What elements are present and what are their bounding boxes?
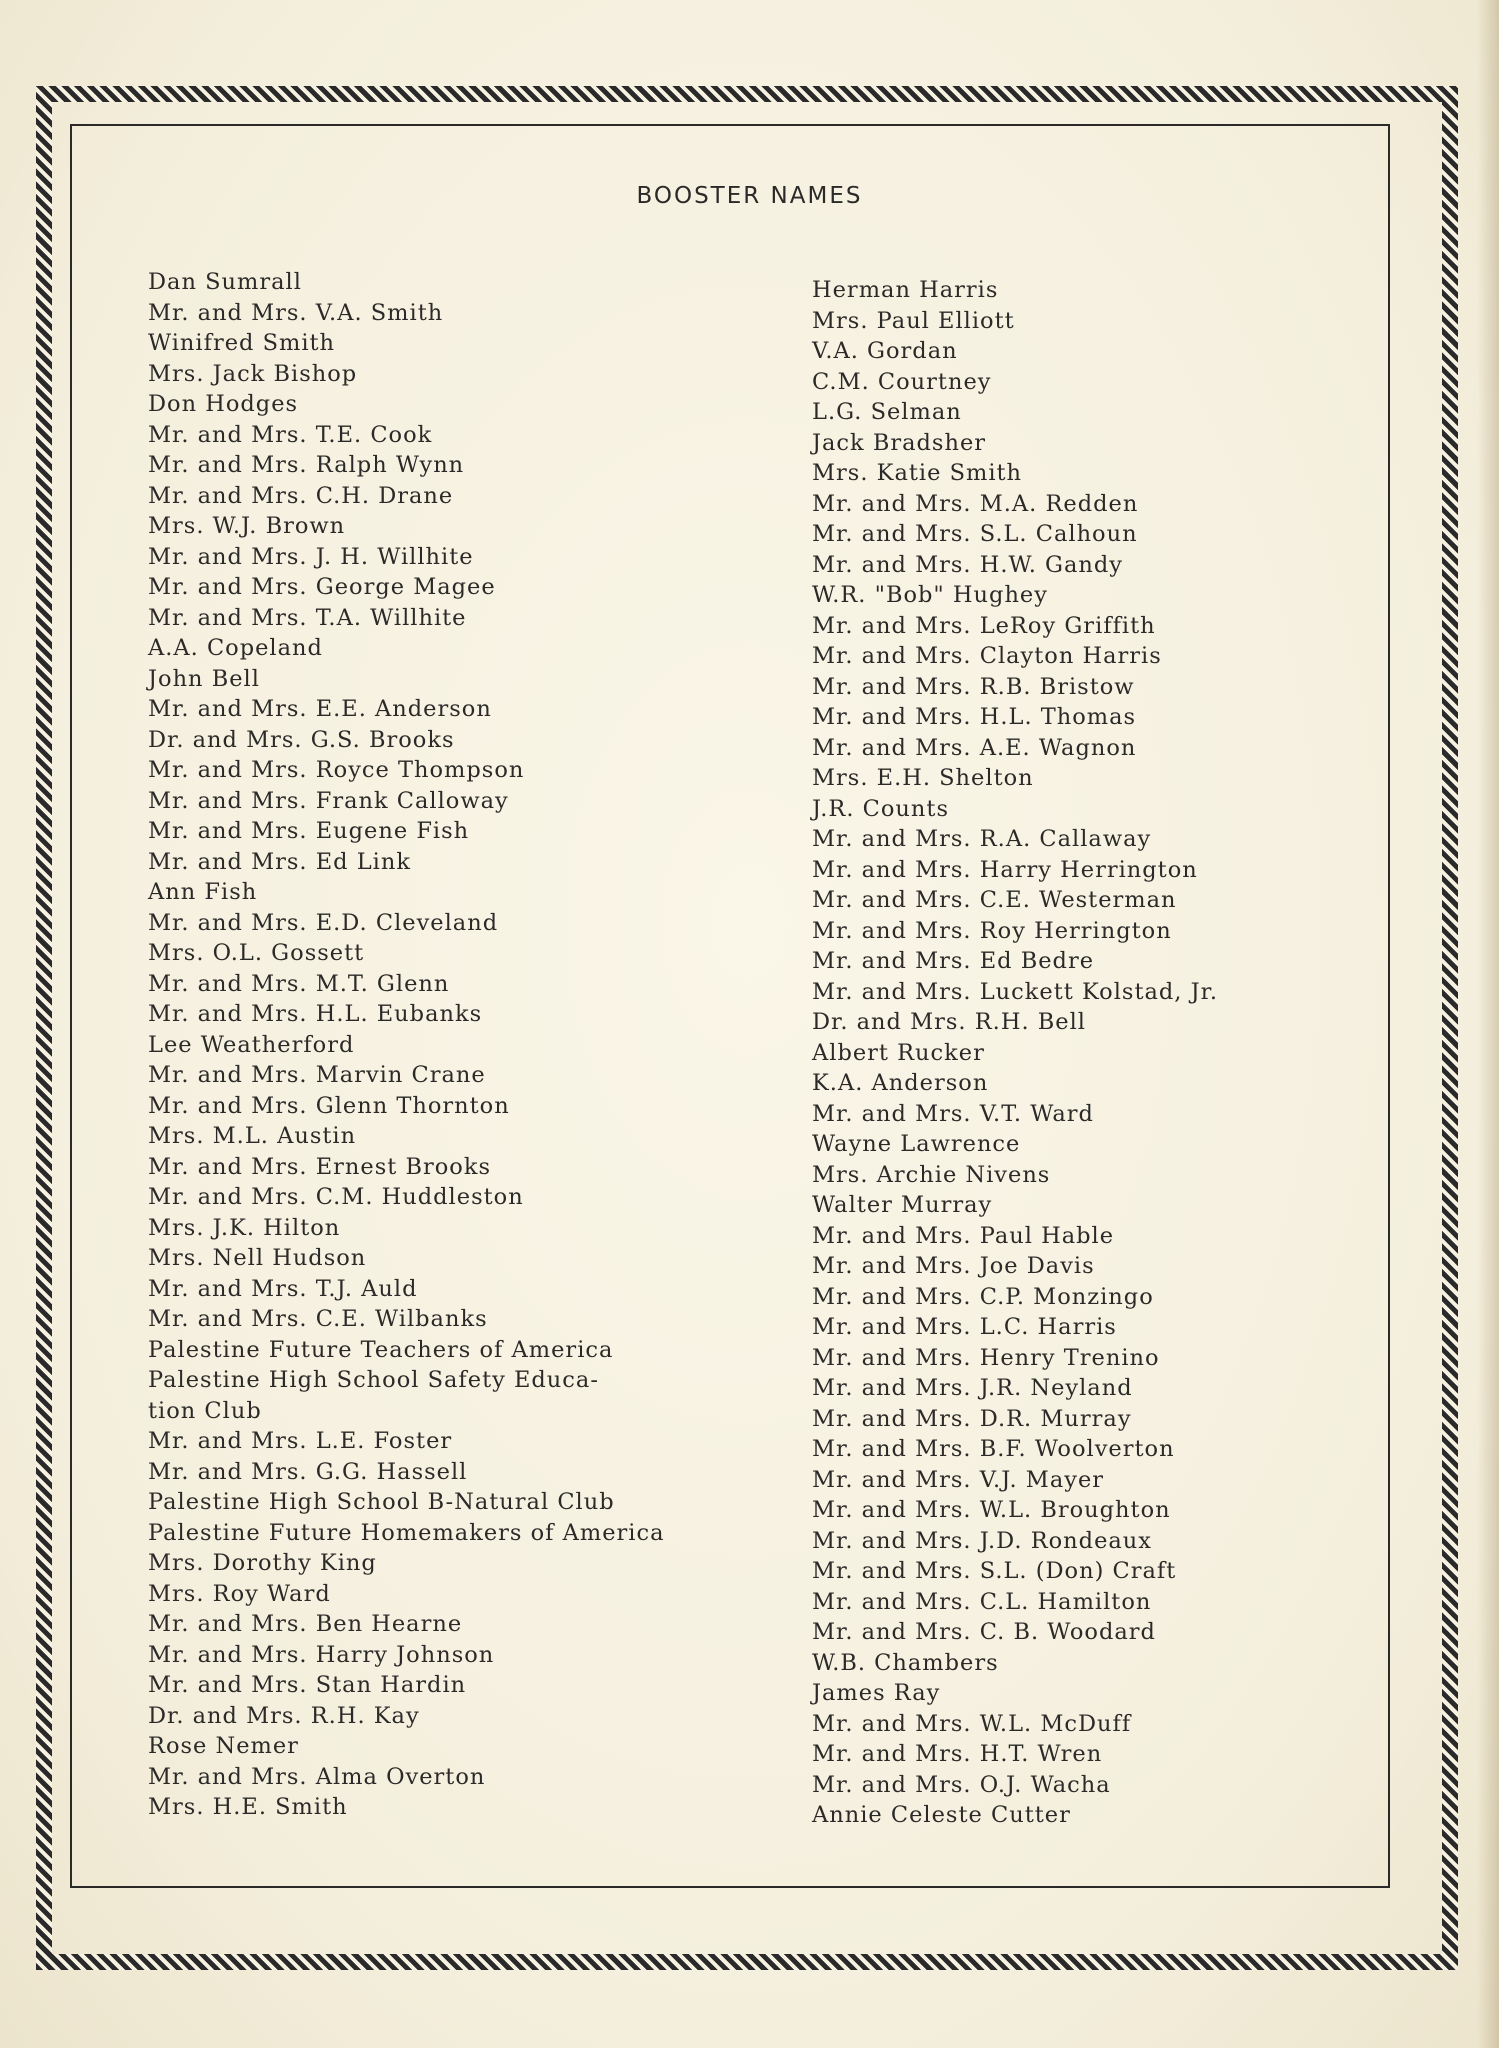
booster-name-entry: Annie Celeste Cutter [812,1802,1071,1828]
booster-name-entry: Dr. and Mrs. R.H. Kay [148,1702,420,1729]
booster-name-entry: Mr. and Mrs. Ed Bedre [812,948,1095,974]
booster-name-entry: Winifred Smith [148,330,336,356]
booster-name-entry: Mr. and Mrs. Stan Hardin [148,1672,467,1698]
booster-name-entry: Mr. and Mrs. Ed Link [148,848,411,875]
booster-name-entry: Mrs. E.H. Shelton [812,765,1034,791]
booster-names-left-column [148,267,748,1823]
booster-name-entry: Mr. and Mrs. C.E. Wilbanks [148,1306,488,1332]
booster-name-entry: Mrs. W.J. Brown [148,513,346,539]
booster-name-entry: Mrs. Paul Elliott [812,307,1015,334]
booster-name-entry: Mr. and Mrs. B.F. Woolverton [812,1436,1175,1462]
booster-name-entry: Mr. and Mrs. J.R. Neyland [812,1375,1133,1401]
booster-name-entry: Palestine High School Safety Educa- [148,1367,599,1393]
booster-name-entry: Mr. and Mrs. George Magee [148,574,496,600]
booster-name-entry: Don Hodges [148,391,299,417]
booster-name-entry: Mr. and Mrs. Clayton Harris [812,643,1162,669]
booster-name-entry: James Ray [812,1680,941,1706]
booster-name-entry: Mr. and Mrs. Glenn Thornton [148,1092,510,1119]
booster-name-entry: Mrs. Archie Nivens [812,1161,1051,1188]
booster-name-entry: Albert Rucker [812,1039,985,1066]
booster-name-entry: Mr. and Mrs. Marvin Crane [148,1062,486,1088]
booster-name-entry: Mrs. H.E. Smith [148,1794,348,1820]
booster-name-entry: Mr. and Mrs. D.R. Murray [812,1405,1132,1432]
booster-name-entry: Mr. and Mrs. C.M. Huddleston [148,1184,524,1210]
booster-name-entry: J.R. Counts [812,795,950,822]
booster-name-entry: Mr. and Mrs. V.A. Smith [148,299,444,326]
booster-name-entry: Herman Harris [812,277,999,303]
booster-name-entry: Mr. and Mrs. Roy Herrington [812,917,1172,944]
booster-name-entry: tion Club [148,1397,262,1424]
booster-name-entry: Mr. and Mrs. E.E. Anderson [148,696,492,722]
page-title: BOOSTER NAMES [636,183,863,209]
booster-name-entry: Mrs. Roy Ward [148,1580,331,1607]
booster-name-entry: Mr. and Mrs. L.E. Foster [148,1428,453,1454]
booster-name-entry: Mr. and Mrs. Ben Hearne [148,1611,463,1637]
booster-name-entry: Mr. and Mrs. R.A. Callaway [812,826,1152,852]
booster-names-right-column [812,275,1452,1831]
booster-name-entry: Mr. and Mrs. H.L. Thomas [812,704,1137,730]
booster-name-entry: Mr. and Mrs. W.L. McDuff [812,1710,1132,1737]
booster-name-entry: Jack Bradsher [812,429,987,456]
booster-name-entry: Mr. and Mrs. H.T. Wren [812,1741,1103,1767]
booster-name-entry: W.R. "Bob" Hughey [812,582,1048,608]
booster-name-entry: Mr. and Mrs. O.J. Wacha [812,1771,1111,1798]
booster-name-entry: Mr. and Mrs. LeRoy Griffith [812,612,1156,639]
booster-name-entry: Mr. and Mrs. T.A. Willhite [148,604,467,631]
booster-name-entry: Mrs. Katie Smith [812,460,1023,486]
booster-name-entry: Mr. and Mrs. C.P. Monzingo [812,1283,1154,1310]
booster-name-entry: V.A. Gordan [812,338,958,364]
booster-name-entry: L.G. Selman [812,399,962,425]
booster-name-entry: Rose Nemer [148,1733,299,1759]
booster-name-entry: Mrs. J.K. Hilton [148,1214,341,1241]
booster-name-entry: Mr. and Mrs. C.E. Westerman [812,887,1177,913]
booster-name-entry: Mr. and Mrs. T.J. Auld [148,1275,418,1302]
booster-name-entry: Dr. and Mrs. R.H. Bell [812,1009,1086,1035]
booster-name-entry: Palestine Future Homemakers of America [148,1519,665,1546]
booster-name-entry: Wayne Lawrence [812,1131,1021,1157]
booster-name-entry: Mr. and Mrs. Ralph Wynn [148,452,465,478]
booster-name-entry: A.A. Copeland [148,635,323,661]
booster-name-entry: Mr. and Mrs. Eugene Fish [148,818,470,844]
booster-name-entry: Mrs. M.L. Austin [148,1123,357,1149]
booster-name-entry: Mr. and Mrs. S.L. Calhoun [812,521,1138,547]
booster-name-entry: Mr. and Mrs. Alma Overton [148,1763,486,1790]
booster-name-entry: Mr. and Mrs. Frank Calloway [148,787,509,814]
booster-name-entry: Mr. and Mrs. T.E. Cook [148,421,433,448]
booster-name-entry: Mr. and Mrs. E.D. Cleveland [148,909,499,936]
booster-name-entry: Mr. and Mrs. S.L. (Don) Craft [812,1558,1177,1584]
page-edge-shading [1477,0,1499,2048]
booster-name-entry: Mr. and Mrs. C.H. Drane [148,482,454,509]
booster-name-entry: Walter Murray [812,1192,993,1218]
booster-name-entry: Mr. and Mrs. Joe Davis [812,1253,1095,1279]
booster-name-entry: Mr. and Mrs. M.T. Glenn [148,970,450,997]
booster-name-entry: Mr. and Mrs. A.E. Wagnon [812,734,1137,761]
booster-name-entry: Mr. and Mrs. V.T. Ward [812,1100,1094,1127]
booster-name-entry: Ann Fish [148,879,258,905]
booster-name-entry: Mr. and Mrs. H.W. Gandy [812,551,1123,578]
booster-name-entry: Mr. and Mrs. R.B. Bristow [812,673,1135,700]
booster-name-entry: Mr. and Mrs. H.L. Eubanks [148,1001,483,1027]
booster-name-entry: Mr. and Mrs. M.A. Redden [812,490,1139,517]
booster-name-entry: K.A. Anderson [812,1070,989,1096]
booster-name-entry: Mrs. O.L. Gossett [148,940,365,966]
booster-name-entry: Mrs. Nell Hudson [148,1245,367,1271]
booster-name-entry: Mr. and Mrs. Luckett Kolstad, Jr. [812,978,1219,1005]
booster-name-entry: Mr. and Mrs. W.L. Broughton [812,1497,1171,1523]
booster-name-entry: Dr. and Mrs. G.S. Brooks [148,726,455,753]
booster-name-entry: Mr. and Mrs. C.L. Hamilton [812,1588,1152,1615]
booster-name-entry: Mr. and Mrs. Harry Herrington [812,856,1198,883]
booster-name-entry: Mr. and Mrs. Paul Hable [812,1222,1115,1249]
booster-name-entry: Lee Weatherford [148,1031,355,1058]
booster-name-entry: Mr. and Mrs. Harry Johnson [148,1641,495,1668]
booster-name-entry: Mr. and Mrs. Royce Thompson [148,757,525,783]
booster-name-entry: Mr. and Mrs. J. H. Willhite [148,543,474,570]
booster-name-entry: Dan Sumrall [148,269,302,295]
booster-name-entry: Mrs. Dorothy King [148,1550,377,1576]
booster-name-entry: Mr. and Mrs. C. B. Woodard [812,1619,1156,1645]
booster-name-entry: Mr. and Mrs. L.C. Harris [812,1314,1117,1340]
booster-name-entry: Palestine High School B-Natural Club [148,1489,615,1515]
booster-name-entry: Mrs. Jack Bishop [148,360,358,387]
booster-name-entry: C.M. Courtney [812,368,992,395]
booster-name-entry: Mr. and Mrs. G.G. Hassell [148,1458,468,1485]
booster-name-entry: Palestine Future Teachers of America [148,1336,614,1363]
booster-name-entry: W.B. Chambers [812,1649,999,1676]
booster-name-entry: Mr. and Mrs. J.D. Rondeaux [812,1527,1152,1554]
booster-name-entry: Mr. and Mrs. Henry Trenino [812,1344,1160,1371]
booster-name-entry: Mr. and Mrs. V.J. Mayer [812,1466,1105,1493]
booster-name-entry: Mr. and Mrs. Ernest Brooks [148,1153,492,1180]
booster-name-entry: John Bell [148,665,260,692]
